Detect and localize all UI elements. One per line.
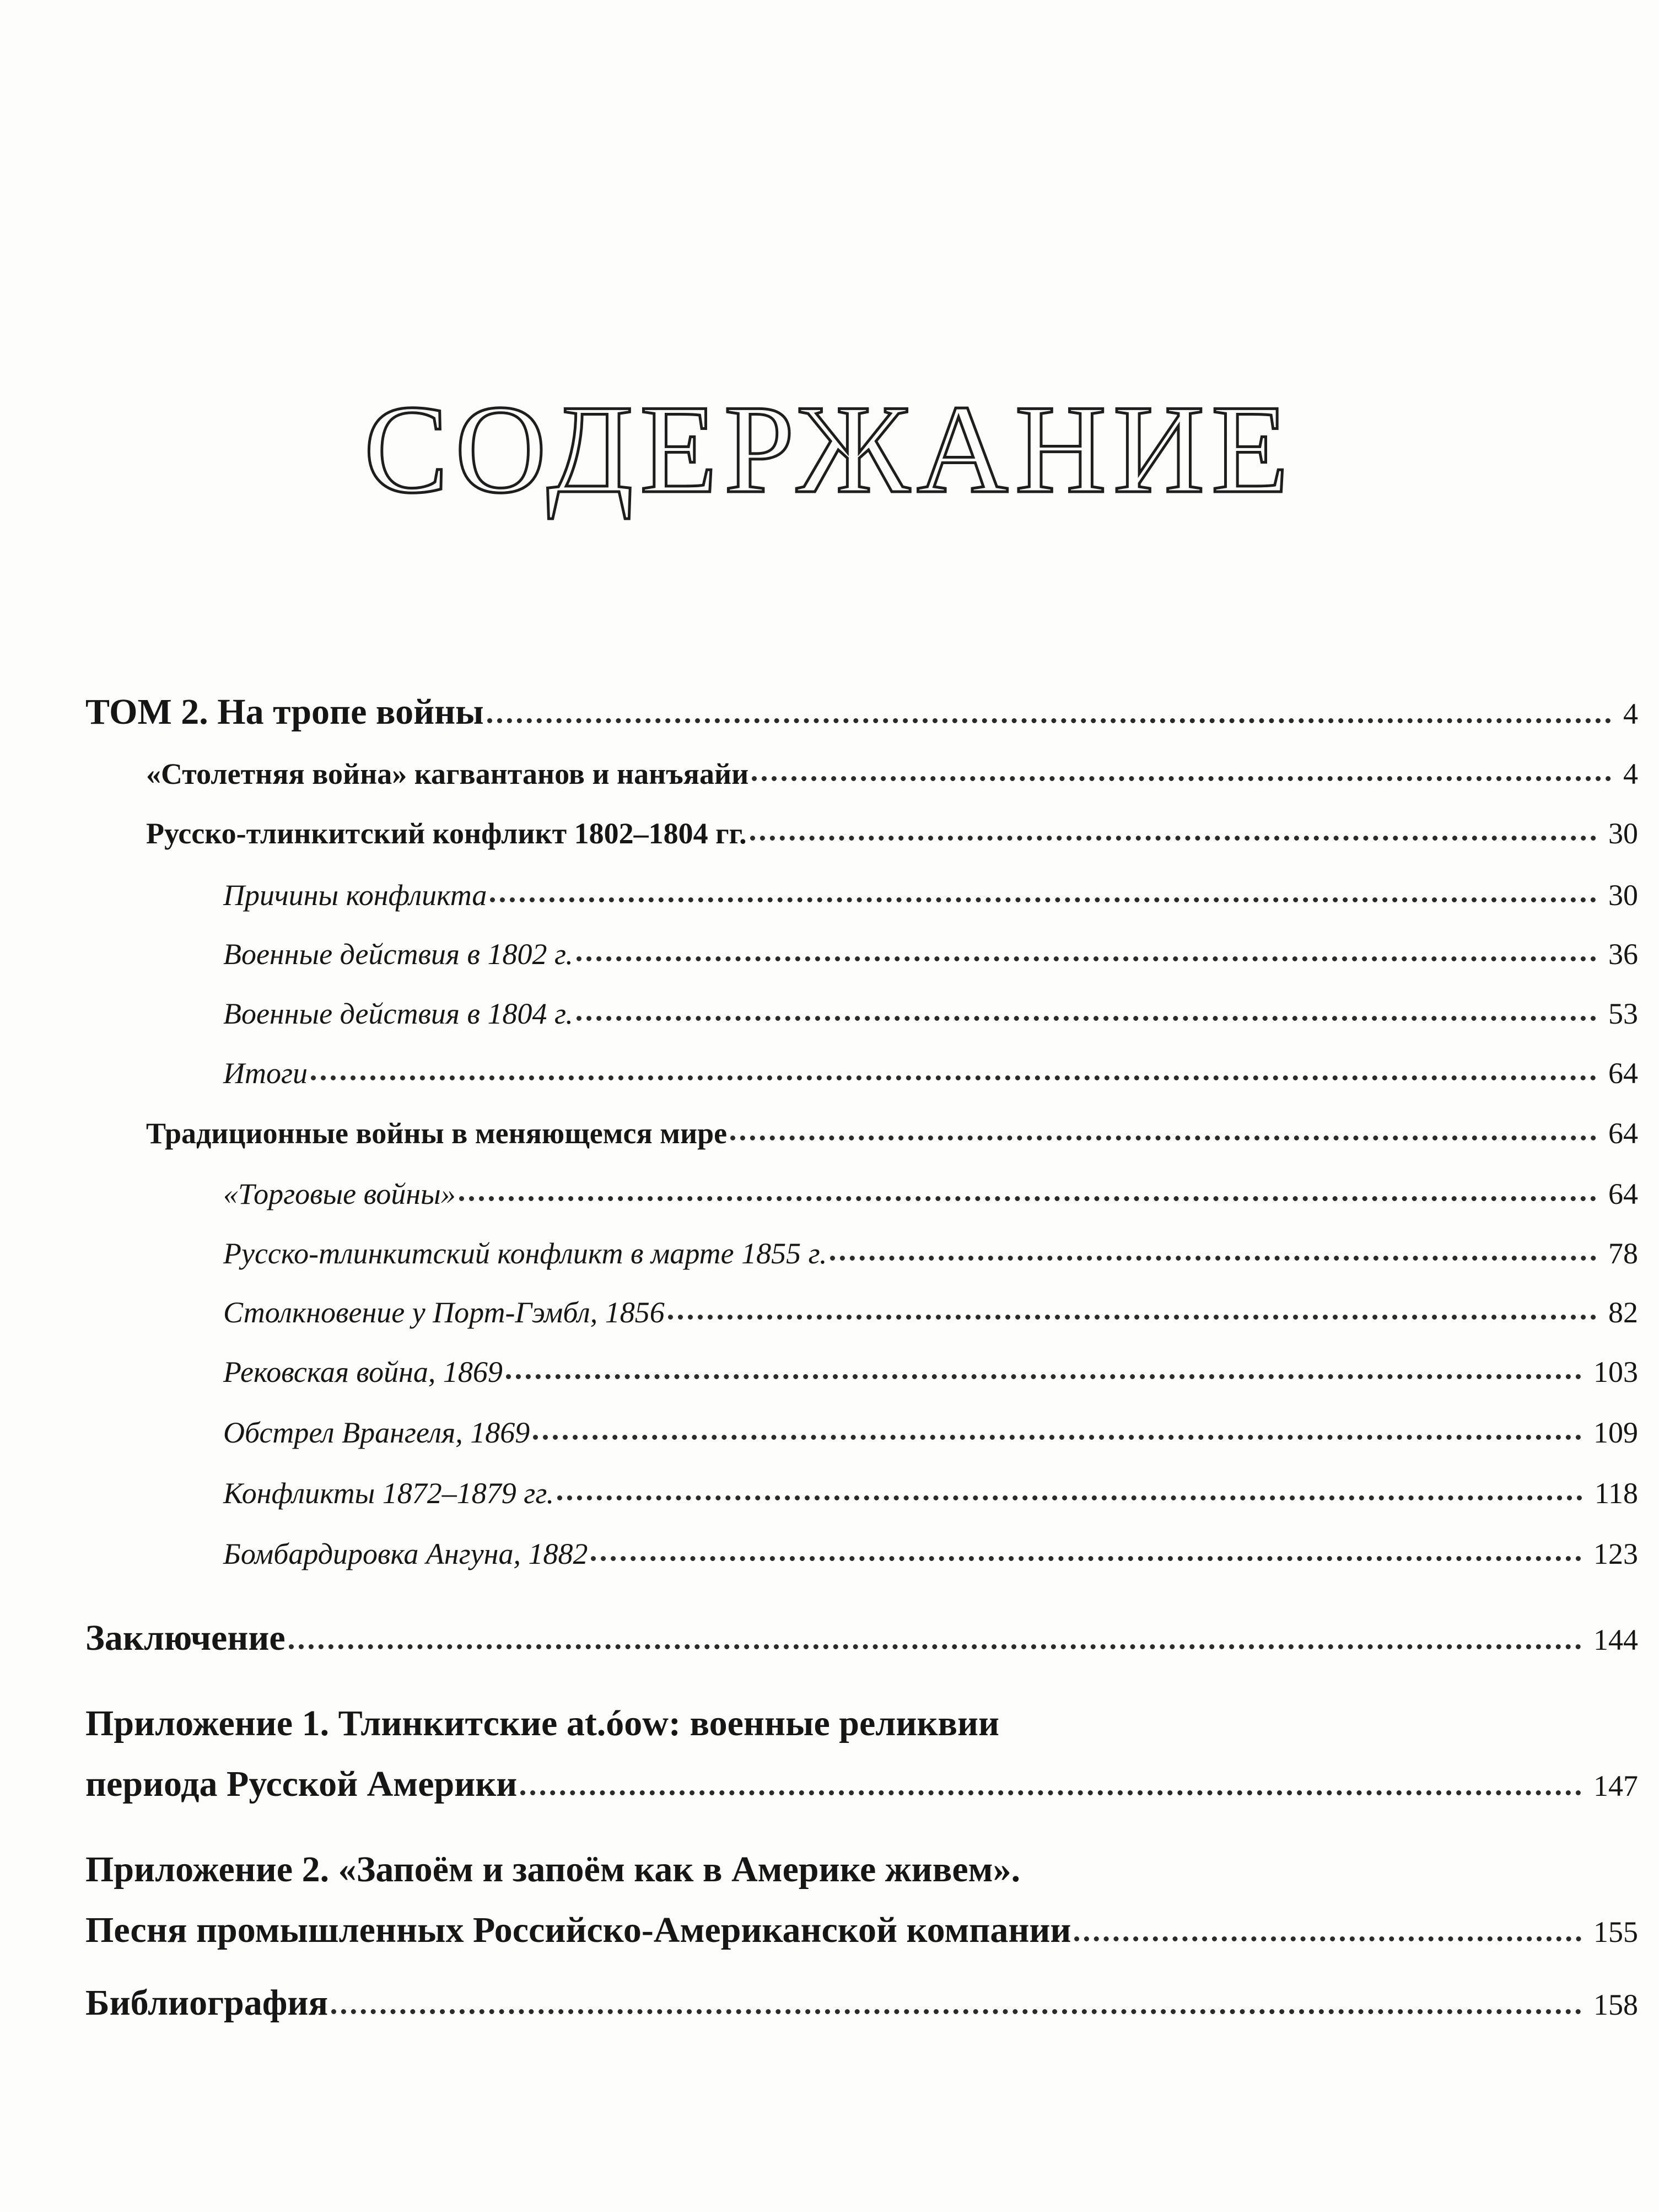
dot-leader: [490, 897, 1596, 902]
toc-entry: [0, 981, 1659, 1031]
toc-entry-page: 158: [1593, 1988, 1638, 2021]
toc-entry: [0, 801, 1659, 851]
toc-entry: [0, 1041, 1659, 1090]
dot-leader: [752, 776, 1611, 781]
toc-entry: [0, 1461, 1659, 1510]
toc-entry-page: 30: [1608, 817, 1638, 850]
toc-entry-page: 123: [1593, 1537, 1638, 1570]
toc-entry-page: 64: [1608, 1177, 1638, 1210]
dot-leader: [668, 1315, 1596, 1320]
toc-entry: [0, 863, 1659, 912]
toc-entry: [0, 1221, 1659, 1271]
page-title: СОДЕРЖАНИЕ: [363, 379, 1296, 519]
toc-entry-title: Военные действия в 1802 г.: [223, 938, 573, 971]
dot-leader: [459, 1196, 1596, 1201]
toc-entry-title: Русско-тлинкитский конфликт в марте 1855 г.: [223, 1237, 827, 1270]
toc-entry-title: Военные действия в 1804 г.: [223, 997, 573, 1030]
toc-entry: [0, 1339, 1659, 1389]
toc-entry-title: Библиография: [85, 1983, 328, 2023]
dot-leader: [577, 1016, 1596, 1021]
dot-leader: [1074, 1936, 1581, 1941]
dot-leader: [520, 1790, 1581, 1795]
toc-entry-title: Русско-тлинкитский конфликт 1802–1804 гг.: [146, 817, 747, 850]
toc-entry: [0, 1101, 1659, 1150]
toc-entry: [0, 1974, 1659, 2024]
dot-leader: [830, 1256, 1596, 1261]
toc-entry-page: 82: [1608, 1296, 1638, 1329]
toc-entry-title: «Столетняя война» кагвантанов и нанъяайи: [146, 757, 749, 790]
dot-leader: [487, 718, 1611, 723]
toc-entry-title: Причины конфликта: [223, 879, 487, 912]
toc-entry-page: 78: [1608, 1237, 1638, 1270]
toc-entry-title: Конфликты 1872–1879 гг.: [223, 1477, 554, 1510]
dot-leader: [591, 1556, 1581, 1561]
toc-entry: [0, 1703, 1659, 1805]
toc-entry-title: Традиционные войны в меняющемся мире: [146, 1117, 728, 1150]
toc-entry-title: Песня промышленных Российско-Американской компании: [85, 1910, 1071, 1950]
toc-entry-title-line1: Приложение 2. «Запоём и запоём как в Америке живем».: [85, 1849, 1021, 1890]
toc-entry-title: «Торговые войны»: [223, 1177, 456, 1210]
dot-leader: [533, 1435, 1581, 1440]
toc-entry: [0, 1610, 1659, 1659]
toc-entry-page: 4: [1623, 697, 1638, 730]
toc-entry-title: Заключение: [85, 1618, 286, 1658]
toc-entry: [0, 1849, 1659, 1951]
dot-leader: [577, 956, 1596, 961]
toc-entry-title-line1: Приложение 1. Тлинкитские at.óow: военные реликвии: [85, 1703, 1000, 1743]
dot-leader: [289, 1644, 1581, 1649]
dot-leader: [311, 1075, 1596, 1080]
dot-leader: [506, 1374, 1581, 1379]
toc-entry: [0, 683, 1659, 733]
toc-entry-page: 109: [1593, 1416, 1638, 1449]
toc-entry-title: ТОМ 2. На тропе войны: [85, 692, 484, 732]
toc-entry-page: 30: [1608, 879, 1638, 912]
toc-entry-page: 53: [1608, 997, 1638, 1030]
toc-entry-title: Обстрел Врангеля, 1869: [223, 1416, 530, 1449]
toc-entry-page: 144: [1593, 1623, 1638, 1656]
dot-leader: [557, 1495, 1582, 1500]
toc-entry-page: 147: [1593, 1769, 1638, 1802]
toc-entry-title: Итоги: [223, 1057, 308, 1090]
toc-entry-title: Бомбардировка Ангуна, 1882: [223, 1537, 588, 1570]
toc-entry: [0, 922, 1659, 971]
toc-entry-page: 64: [1608, 1117, 1638, 1150]
dot-leader: [331, 2009, 1581, 2014]
toc-entry-title: Рековская война, 1869: [223, 1355, 503, 1388]
toc-entry: [0, 741, 1659, 791]
toc-entry-page: 64: [1608, 1057, 1638, 1090]
toc-entry: [0, 1161, 1659, 1211]
dot-leader: [750, 836, 1596, 841]
toc-entry-page: 36: [1608, 938, 1638, 971]
toc-entry-page: 118: [1595, 1477, 1638, 1510]
dot-leader: [730, 1135, 1596, 1140]
toc-entry-title: периода Русской Америки: [85, 1764, 518, 1804]
toc-entry-page: 155: [1593, 1915, 1638, 1949]
toc-entry: [0, 1521, 1659, 1571]
toc-entry: [0, 1280, 1659, 1330]
toc-entry-title: Столкновение у Порт-Гэмбл, 1856: [223, 1296, 665, 1329]
toc-entry: [0, 1400, 1659, 1450]
toc-entry-page: 4: [1623, 757, 1638, 790]
toc-entry-page: 103: [1593, 1355, 1638, 1388]
